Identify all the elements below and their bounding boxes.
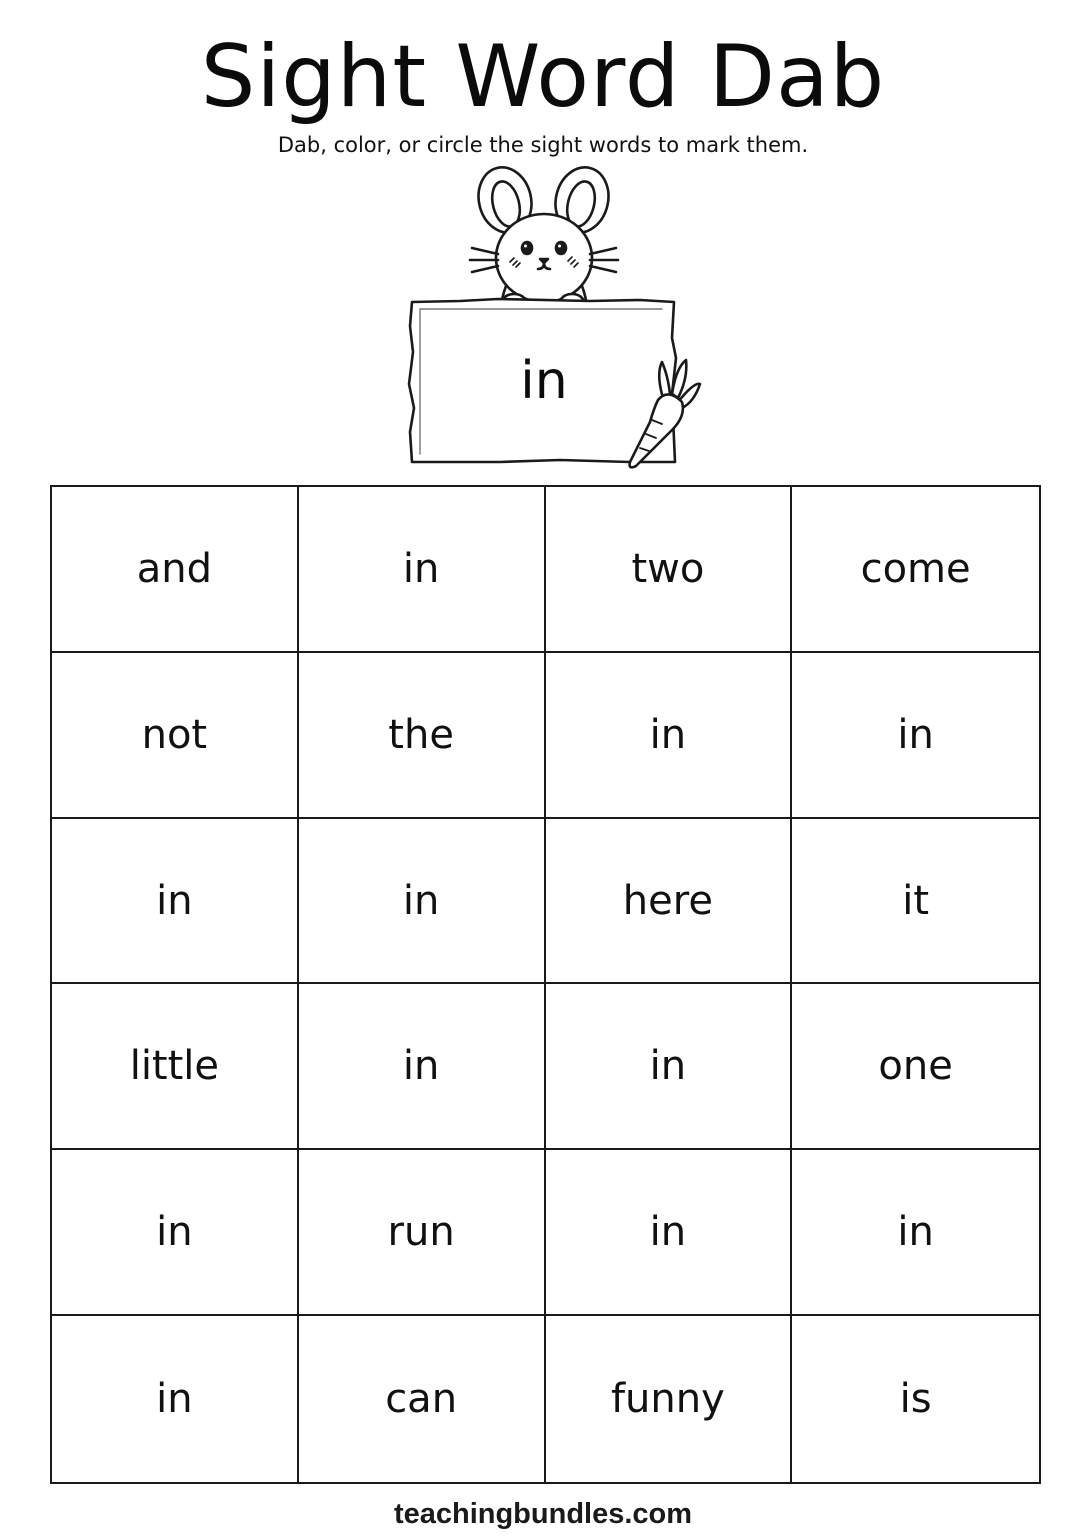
word-cell[interactable]: in xyxy=(52,819,299,985)
word-cell[interactable]: in xyxy=(792,653,1039,819)
word-cell[interactable]: in xyxy=(52,1150,299,1316)
bunny-sign-illustration xyxy=(400,162,710,478)
word-cell[interactable]: not xyxy=(52,653,299,819)
word-cell[interactable]: one xyxy=(792,984,1039,1150)
word-cell[interactable]: funny xyxy=(546,1316,793,1482)
word-cell[interactable]: come xyxy=(792,487,1039,653)
worksheet-title: Sight Word Dab xyxy=(200,27,886,127)
word-cell[interactable]: and xyxy=(52,487,299,653)
word-cell[interactable]: in xyxy=(792,1150,1039,1316)
word-cell[interactable]: two xyxy=(546,487,793,653)
word-cell[interactable]: in xyxy=(546,1150,793,1316)
word-cell[interactable]: in xyxy=(299,819,546,985)
word-cell[interactable]: in xyxy=(546,984,793,1150)
word-cell[interactable]: run xyxy=(299,1150,546,1316)
footer-site: teachingbundles.com xyxy=(393,1498,693,1530)
sight-word-grid xyxy=(50,485,1041,1484)
worksheet-instructions: Dab, color, or circle the sight words to mark them. xyxy=(277,133,809,157)
word-cell[interactable]: it xyxy=(792,819,1039,985)
word-cell[interactable]: is xyxy=(899,1376,932,1423)
word-cell[interactable]: the xyxy=(299,653,546,819)
word-cell[interactable]: in xyxy=(299,984,546,1150)
bunny-icon xyxy=(470,162,618,312)
word-cell[interactable]: here xyxy=(546,819,793,985)
word-cell[interactable]: can xyxy=(299,1316,546,1482)
word-cell[interactable]: little xyxy=(52,984,299,1150)
word-cell[interactable]: in xyxy=(52,1316,299,1482)
target-sight-word: in xyxy=(520,351,568,411)
word-cell[interactable]: in xyxy=(546,653,793,819)
word-cell[interactable]: in xyxy=(299,487,546,653)
